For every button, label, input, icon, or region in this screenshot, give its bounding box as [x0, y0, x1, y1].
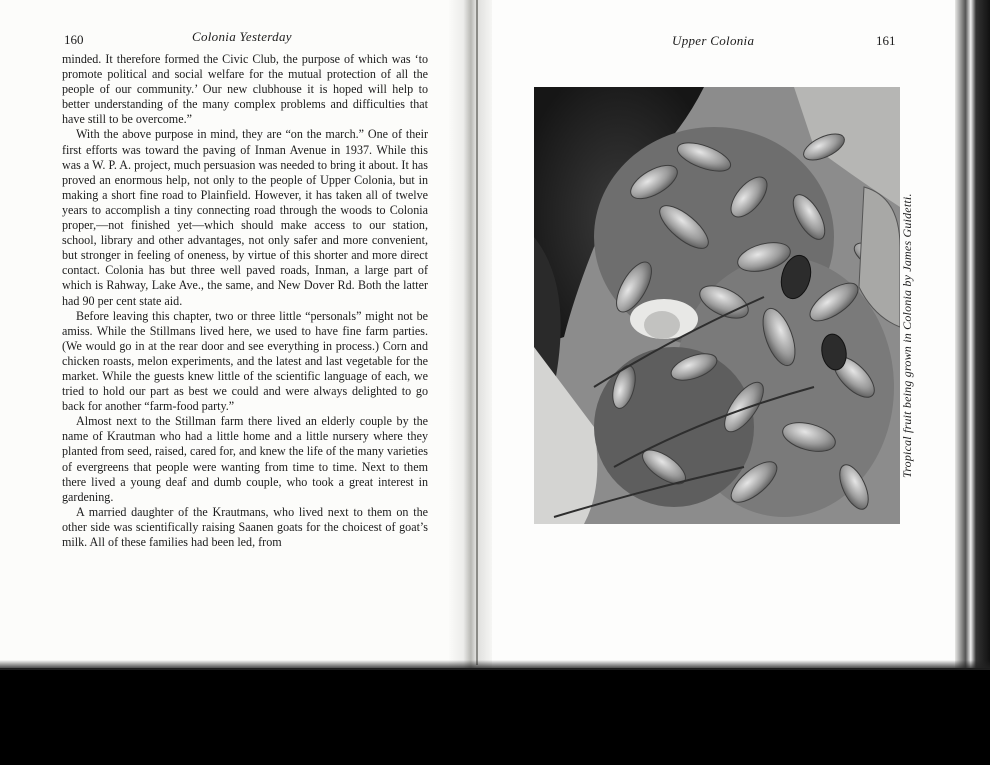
running-head-left: Colonia Yesterday: [192, 29, 292, 44]
paragraph: minded. It therefore formed the Civic Club, the purpose of which was ‘to promote political and social welfare for the mutual protection of all the people of our community.’ Our new clubhouse it is hoped will help to better understanding of the many complex problems and difficulties that have still to be overcome.”: [62, 52, 428, 127]
paragraph: Almost next to the Stillman farm there lived an elderly couple by the name of Krautman who had a little home and a little nursery where they planted from seed, raised, cared for, and knew the life of the many varieties of evergreens that people were wanting from time to time. Next to them there lived a young deaf and dumb couple, who took a great interest in gardening.: [62, 414, 428, 504]
paragraph: With the above purpose in mind, they are “on the march.” One of their first efforts was toward the paving of Inman Avenue in 1937. While this was a W. P. A. project, much persuasion was needed to bring it about. It has proved an enormous help, not only to the people of Upper Colonia, but in making a short fine road to Plainfield. However, it has taken all of twelve years to accomplish a tiny connecting road through the woods to Colonia proper,—not finished yet—which should make access to our station, school, library and other advantages, not only safer and more convenient, but stronger in feeling of oneness, by virtue of this shorter and more direct contact. Colonia has but three well paved roads, Inman, a large part of which is Rahway, Lake Ave., the same, and New Dover Rd. Both the latter had 90 per cent state aid.: [62, 127, 428, 308]
photo-caption: Tropical fruit being grown in Colonia by James Guidetti.: [900, 193, 914, 478]
running-head-right: Upper Colonia: [672, 33, 755, 48]
photo-plants-image: [534, 87, 900, 524]
photograph: [534, 87, 900, 524]
paragraph: Before leaving this chapter, two or three little “personals” might not be amiss. While the Stillmans lived here, we used to have fine farm parties. (We would go in at the rear door and see everything in process.) Corn and chicken roasts, melon experiments, and the latest and last vegetable for the market. While the guests knew little of the scientific language of each, we tried to hold our part as best we could and were always delighted to go back for another “farm-food party.”: [62, 308, 428, 414]
gutter-shadow: [476, 0, 478, 665]
page-edge: [955, 0, 990, 668]
scanner-bed-shadow: [0, 668, 990, 765]
page-number-right: 161: [876, 33, 896, 48]
body-text: [62, 52, 428, 550]
paragraph: A married daughter of the Krautmans, who lived next to them on the other side was scientifically raising Saanen goats for the choicest of goat’s milk. All of these families had been led, from: [62, 504, 428, 549]
book-gutter: [448, 0, 492, 668]
page-number-left: 160: [64, 32, 84, 47]
